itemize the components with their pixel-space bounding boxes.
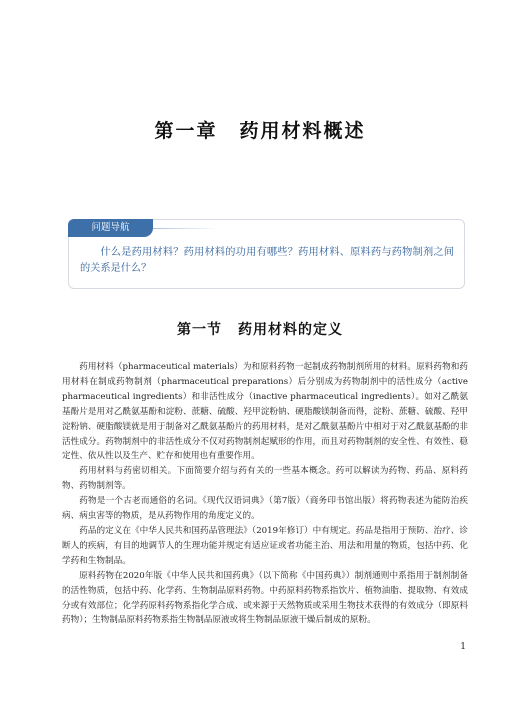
question-navigation-box <box>68 219 465 289</box>
paragraph: 药物是一个古老而通俗的名词。《现代汉语词典》（第7版）（商务印书馆出版）将药物表述为能防治疾病、病虫害等的物质，是从药物作用的角度定义的。 <box>62 496 468 522</box>
chapter-name: 药用材料概述 <box>239 120 366 142</box>
question-text: 什么是药用材料？药用材料的功用有哪些？药用材料、原料药与药物制剂之间的关系是什么？ <box>80 247 454 274</box>
paragraph: 药用材料与药密切相关。下面简要介绍与药有关的一些基本概念。药可以解读为药物、药品、原料药物、药物制剂等。 <box>62 466 468 492</box>
tag-divider-line <box>153 228 217 229</box>
paragraph: 药用材料（pharmaceutical materials）为和原料药物一起制成药物制剂所用的材料。原料药物和药用材料在制成药物制剂（pharmaceutical preparations）后分别成为药物制剂中的活性成分（active pharmaceutical ingredients）和非活性成分（inactive pharmaceutical ingredients）。如对乙酰氨基酚片是用对乙酰氨基酚和淀粉、蔗糖、硫酸、羟甲淀粉钠、硬脂酸镁制备而得，淀粉、蔗糖、硫酸、羟甲淀粉钠、硬脂酸镁就是用于制备对乙酰氨基酚片的药用材料，是对乙酰氨基酚片中相对于对乙酰氨基酚的非活性成分。药物制剂中的非活性成分不仅对药物制剂起赋形的作用，而且对药物制剂的安全性、有效性、稳定性、依从性以及生产、贮存和使用也有重要作用。 <box>62 362 468 462</box>
chapter-title <box>0 116 520 143</box>
paragraph: 原料药物在2020年版《中华人民共和国药典》（以下简称《中国药典》）制剂通则中系指用于制剂制备的活性物质，包括中药、化学药、生物制品原料药物。中药原料药物系指饮片、植物油脂、提取物、有效成分或有效部位；化学药原料药物系指化学合成、或来源于天然物质或采用生物技术获得的有效成分（即原料药物）；生物制品原料药物系指生物制品原液或将生物制品原液干燥后制成的原粉。 <box>62 570 468 626</box>
paragraph: 药品的定义在《中华人民共和国药品管理法》（2019年修订）中有规定。药品是指用于预防、治疗、诊断人的疾病，有目的地调节人的生理功能并规定有适应证或者功能主治、用法和用量的物质，包括中药、化学药和生物制品。 <box>62 525 468 566</box>
section-name: 药用材料的定义 <box>238 322 343 338</box>
page-number: 1 <box>460 642 466 652</box>
question-navigation-tag: 问题导航 <box>68 219 153 237</box>
chapter-number: 第一章 <box>154 120 218 142</box>
section-title <box>0 319 520 339</box>
section-number: 第一节 <box>177 322 222 338</box>
body-text <box>62 360 468 628</box>
